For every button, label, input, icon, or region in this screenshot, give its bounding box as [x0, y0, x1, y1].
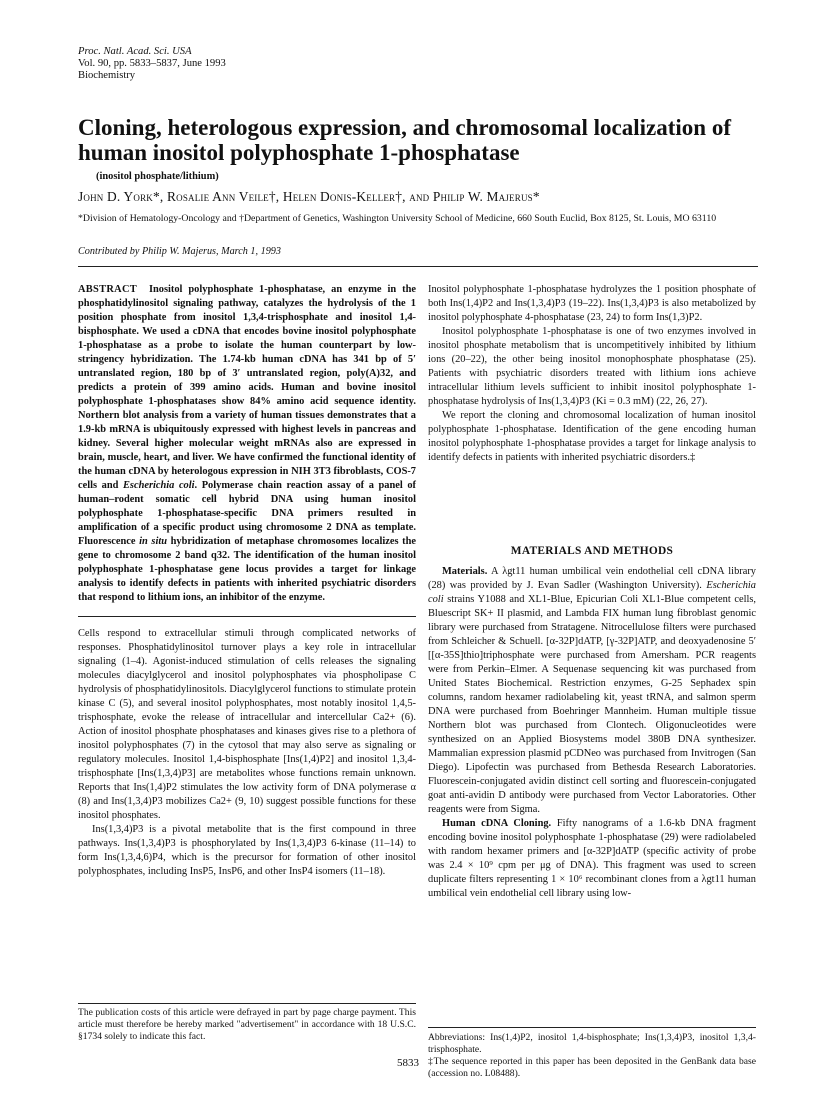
keywords: (inositol phosphate/lithium)	[96, 171, 219, 182]
genbank-note: ‡The sequence reported in this paper has been deposited in the GenBank data base (accession no. L08488).	[428, 1056, 756, 1079]
abstract-text-3: hybridization of metaphase chromosomes localizes the gene to chromosome 2 band q32. The identification of the human inositol polyphosphate 1-phosphatase gene locus provides a target for linkage analysis to identify defects in patients with inherited psychiatric disorders that respond to lithium ions, an inhibitor of the enzyme.	[78, 536, 416, 603]
footnote-divider-right	[428, 1027, 756, 1028]
cloning-paragraph	[428, 817, 756, 901]
cloning-text: Fifty nanograms of a 1.6-kb DNA fragment encoding bovine inositol polyphosphate 1-phosphatase (29) were radiolabeled with random hexamer primers and [α-32P]dATP (specific activity of probe was 2.4 × 10⁹ cpm per μg of DNA). This fragment was used to screen duplicate filters representing 1 × 10⁶ recombinant clones from a λgt11 human umbilical vein endothelial cell library using low-	[428, 818, 757, 899]
abstract-divider	[78, 616, 416, 617]
affiliation: *Division of Hematology-Oncology and †Department of Genetics, Washington University School of Medicine, 660 South Euclid, Box 8125, St. Louis, MO 63110	[78, 213, 717, 224]
cloning-runin: Human cDNA Cloning.	[442, 818, 552, 829]
abstract-text-2: . Polymerase chain reaction assay of a panel of human–rodent somatic cell hybrid DNA using human inositol polyphosphate 1-phosphatase-specific DNA primers resulted in amplification of a specific product using chromosome 2 DNA as template. Fluorescence	[78, 480, 416, 547]
materials-runin: Materials.	[442, 566, 488, 577]
intro-paragraph-5: We report the cloning and chromosomal localization of human inositol polyphosphate 1-phosphatase. Identification of the gene encoding human inositol polyphosphate 1-phosphatase provides a target for linkage analysis to identify defects in patients with inherited psychiatric disorders.‡	[428, 410, 756, 463]
intro-paragraph-1: Cells respond to extracellular stimuli through complicated networks of responses. Phosphatidylinositol turnover plays a key role in intracellular signaling (1–4). Agonist-induced stimulation of cells releases the signaling molecules diacylglycerol and inositol polyphosphates via phospholipase C hydrolysis of phosphatidylinositols. Diacylglycerol functions to stimulate protein kinase C (5), and several inositol polyphosphates, most notably inositol 1,4,5-trisphosphate, evoke the release of intracellular and intercellular Ca2+ (6). Action of inositol phosphate phosphatases and kinases gives rise to a plethora of inositol polyphosphates (7) in the cytosol that may also serve as signaling or regulatory molecules. Inositol 1,4-bisphosphate [Ins(1,4)P2] and inositol 1,3,4-trisphosphate [Ins(1,3,4)P3] are metabolites whose functions remain unknown. Reports that Ins(1,4)P2 stimulates the low activity form of DNA polymerase α (8) and Ins(1,3,4)P3 mobilizes Ca2+ (9, 10) suggest possible functions for these inositol phosphates.	[78, 628, 416, 821]
abstract-text-1: Inositol polyphosphate 1-phosphatase, an enzyme in the phosphatidylinositol signaling pathway, catalyzes the hydrolysis of the 1 position phosphate from inositol 1,3,4-trisphosphate and inositol 1,4-bisphosphate. We used a cDNA that encodes bovine inositol polyphosphate 1-phosphatase as a probe to isolate the human counterpart by low-stringency hybridization. The 1.74-kb human cDNA has 341 bp of 5′ untranslated region, 180 bp of 3′ untranslated region, poly(A)32, and predicts a protein of 399 amino acids. Human and bovine inositol polyphosphate 1-phosphatases show 84% amino acid sequence identity. Northern blot analysis from a variety of human tissues demonstrates that a 1.9-kb mRNA is ubiquitously expressed with highest levels in pancreas and kidney. Several higher molecular weight mRNAs also are expressed in brain, muscle, heart, and liver. We have confirmed the functional identity of the human cDNA by heterologous expression in NIH 3T3 fibroblasts, COS-7 cells and	[78, 284, 416, 491]
abstract-insitu: in situ	[139, 536, 168, 547]
article-title: Cloning, heterologous expression, and chromosomal localization of human inositol polyphosphate 1-phosphatase	[78, 115, 731, 165]
methods-column	[428, 565, 756, 901]
intro-paragraph-2: Ins(1,3,4)P3 is a pivotal metabolite that is the first compound in three pathways. Ins(1,3,4)P3 is phosphorylated by Ins(1,3,4)P3 6-kinase (11–14) to form Ins(1,3,4,6)P4, which is the precursor for formation of other inositol polyphosphates, including InsP5, InsP6, and other InsP4 isomers (11–18).	[78, 824, 416, 877]
intro-left-column	[78, 627, 416, 879]
journal-volume: Vol. 90, pp. 5833–5837, June 1993	[78, 58, 226, 69]
publication-cost-note: The publication costs of this article were defrayed in part by page charge payment. This article must therefore be hereby marked "advertisement" in accordance with 18 U.S.C. §1734 solely to indicate this fact.	[78, 1007, 416, 1042]
journal-name: Proc. Natl. Acad. Sci. USA	[78, 46, 192, 57]
footnote-divider-left	[78, 1003, 416, 1004]
materials-text-2: strains Y1088 and XL1-Blue, Epicurian Coli XL1-Blue competent cells, Bluescript SK+ II plasmid, and Lambda FIX human lung fibroblast genomic library were purchased from Stratagene. Nitrocellulose filters were purchased from Schleicher & Schuell. [α-32P]dATP, [γ-32P]ATP, and deoxyadenosine 5′ [[α-35S]thio]triphosphate were purchased from Amersham. PCR reagents were from Perkin–Elmer. A Sequenase sequencing kit was purchased from United States Biochemical. Restriction enzymes, G-25 Sephadex spin columns, random hexamer radiolabeling kit, yeast tRNA, and salmon sperm DNA were purchased from Boehringer Mannheim. Human multiple tissue Northern blot was purchased from Clontech. Oligonucleotides were synthesized on an Applied Biosystems model 380B DNA synthesizer. Mammalian expression plasmid pCDNeo was purchased from Invitrogen (San Diego). Lipofectin was purchased from Bethesda Research Laboratories. Fluorescein-conjugated avidin distinct cell sorting and fluorescein-conjugated goat anti-avidin D antibody were purchased from Vector Laboratories. Other reagents were from Sigma.	[428, 594, 756, 815]
section-heading: MATERIALS AND METHODS	[510, 545, 674, 557]
page-number: 5833	[397, 1057, 419, 1069]
materials-paragraph	[428, 565, 756, 817]
abstract-ecoli: Escherichia coli	[122, 480, 195, 491]
abstract	[78, 283, 416, 605]
journal-section: Biochemistry	[78, 70, 136, 81]
intro-paragraph-4: Inositol polyphosphate 1-phosphatase is one of two enzymes involved in inositol phosphate metabolism that is uncompetitively inhibited by lithium ions (20–22), the other being inositol monophosphate phosphatase (25). Patients with psychiatric disorders treated with lithium ions achieve intracellular lithium levels sufficient to inhibit inositol polyphosphate 1-phosphatase hydrolysis of Ins(1,3,4)P3 (Ki = 0.3 mM) (22, 26, 27).	[428, 326, 756, 407]
abstract-paragraph	[78, 283, 416, 605]
header-divider	[78, 266, 758, 267]
contributed-by: Contributed by Philip W. Majerus, March 1, 1993	[78, 246, 281, 257]
intro-right-column	[428, 283, 756, 465]
abbreviations-note: Abbreviations: Ins(1,4)P2, inositol 1,4-bisphosphate; Ins(1,3,4)P3, inositol 1,3,4-trisphosphate.	[428, 1032, 756, 1055]
author-list: John D. York*, Rosalie Ann Veile†, Helen Donis-Keller†, and Philip W. Majerus*	[78, 189, 540, 204]
journal-header	[78, 46, 226, 82]
materials-text-1: A λgt11 human umbilical vein endothelial cell cDNA library (28) was provided by J. Evan Sadler (Washington University).	[428, 566, 756, 591]
intro-paragraph-3: Inositol polyphosphate 1-phosphatase hydrolyzes the 1 position phosphate of both Ins(1,4)P2 and Ins(1,3,4)P3 (19–22). Ins(1,3,4)P3 is also metabolized by inositol polyphosphate 4-phosphatase (23, 24) to form Ins(1,3)P2.	[428, 284, 756, 323]
materials-ecoli: Escherichia coli	[428, 580, 756, 605]
footnotes-right	[428, 1032, 756, 1080]
abstract-label: ABSTRACT	[78, 284, 137, 295]
